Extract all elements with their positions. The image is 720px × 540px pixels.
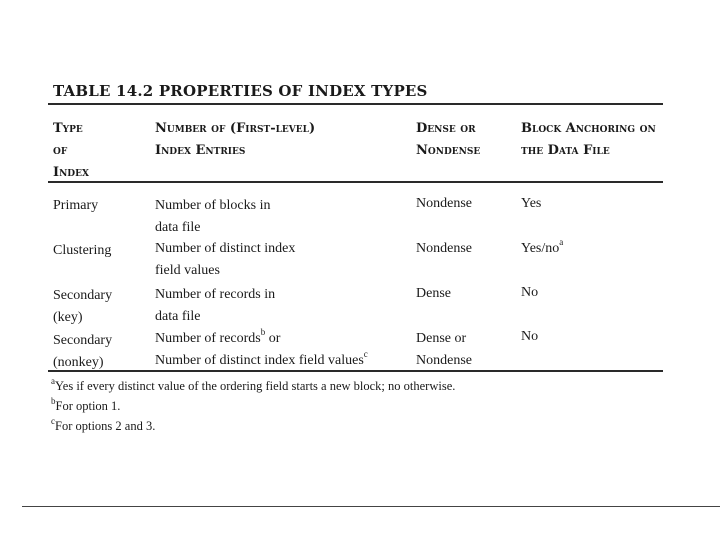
cell-text: Secondary <box>53 288 113 303</box>
row-secondary-nonkey-dense <box>416 328 472 372</box>
row-secondary-nonkey-block <box>521 326 538 348</box>
cell-text: Number of distinct index field values <box>155 353 364 368</box>
header-block-line: Block Anchoring on <box>521 121 656 136</box>
header-type <box>53 118 89 184</box>
table-top-rule <box>48 103 663 105</box>
footnote-text: For option 1. <box>55 399 121 413</box>
cell-text: Number of records in <box>155 287 276 302</box>
row-primary-dense <box>416 193 472 215</box>
page-divider <box>22 506 720 507</box>
row-clustering-dense <box>416 238 472 260</box>
cell-text: No <box>521 329 539 344</box>
cell-text: data file <box>155 309 201 324</box>
header-type-line: Type <box>53 121 83 136</box>
header-type-line: of <box>53 143 68 158</box>
cell-text: Nondense <box>416 241 472 256</box>
header-dense-line: Nondense <box>416 143 481 158</box>
cell-text: or <box>265 331 281 346</box>
cell-text: field values <box>155 263 220 278</box>
header-dense <box>416 118 480 162</box>
cell-text: (nonkey) <box>53 355 104 370</box>
cell-text: Dense or <box>416 331 467 346</box>
cell-text: data file <box>155 220 201 235</box>
row-primary-type <box>53 195 98 217</box>
header-block-line: the Data File <box>521 143 610 158</box>
row-secondary-key-entries <box>155 284 275 328</box>
cell-text: Number of blocks in <box>155 198 271 213</box>
footnote-c <box>51 416 455 436</box>
cell-text: Clustering <box>53 243 112 258</box>
row-clustering-entries <box>155 238 295 282</box>
table-bottom-rule <box>48 370 663 372</box>
row-secondary-key-dense <box>416 283 451 305</box>
footnote-text: For options 2 and 3. <box>55 419 156 433</box>
cell-text: Nondense <box>416 196 472 211</box>
footnotes <box>51 376 455 436</box>
footnote-text: Yes if every distinct value of the ordering field starts a new block; no otherwise. <box>55 379 456 393</box>
row-primary-block <box>521 193 541 215</box>
header-num-line: Index Entries <box>155 143 246 158</box>
table-caption: TABLE 14.2 PROPERTIES OF INDEX TYPES <box>53 82 428 100</box>
row-clustering-type <box>53 240 111 262</box>
footnote-mark: b <box>51 395 56 406</box>
header-num-entries <box>155 118 315 162</box>
cell-text: Nondense <box>416 353 472 368</box>
header-type-line: Index <box>53 165 89 180</box>
row-secondary-key-type <box>53 285 112 329</box>
row-primary-entries <box>155 195 270 239</box>
footnote-b <box>51 396 455 416</box>
header-dense-line: Dense or <box>416 121 476 136</box>
row-secondary-nonkey-entries <box>155 328 368 372</box>
cell-text: Dense <box>416 286 451 301</box>
footnote-a <box>51 376 455 396</box>
footnote-mark: c <box>51 415 55 426</box>
header-block-anchoring <box>521 118 656 162</box>
cell-text: Yes/no <box>521 241 560 256</box>
cell-text: Yes <box>521 196 542 211</box>
cell-text: Number of records <box>155 331 261 346</box>
row-secondary-key-block <box>521 282 538 304</box>
footnote-mark: a <box>51 375 55 386</box>
header-num-line: Number of (First-level) <box>155 121 316 136</box>
cell-text: (key) <box>53 310 83 325</box>
row-clustering-block <box>521 238 563 260</box>
footnote-mark: a <box>559 237 564 248</box>
cell-text: Primary <box>53 198 99 213</box>
cell-text: Secondary <box>53 333 113 348</box>
footnote-mark: c <box>363 349 368 360</box>
footnote-mark: b <box>260 327 266 338</box>
header-rule <box>48 181 663 183</box>
row-secondary-nonkey-type <box>53 330 112 374</box>
cell-text: Number of distinct index <box>155 241 296 256</box>
cell-text: No <box>521 285 539 300</box>
